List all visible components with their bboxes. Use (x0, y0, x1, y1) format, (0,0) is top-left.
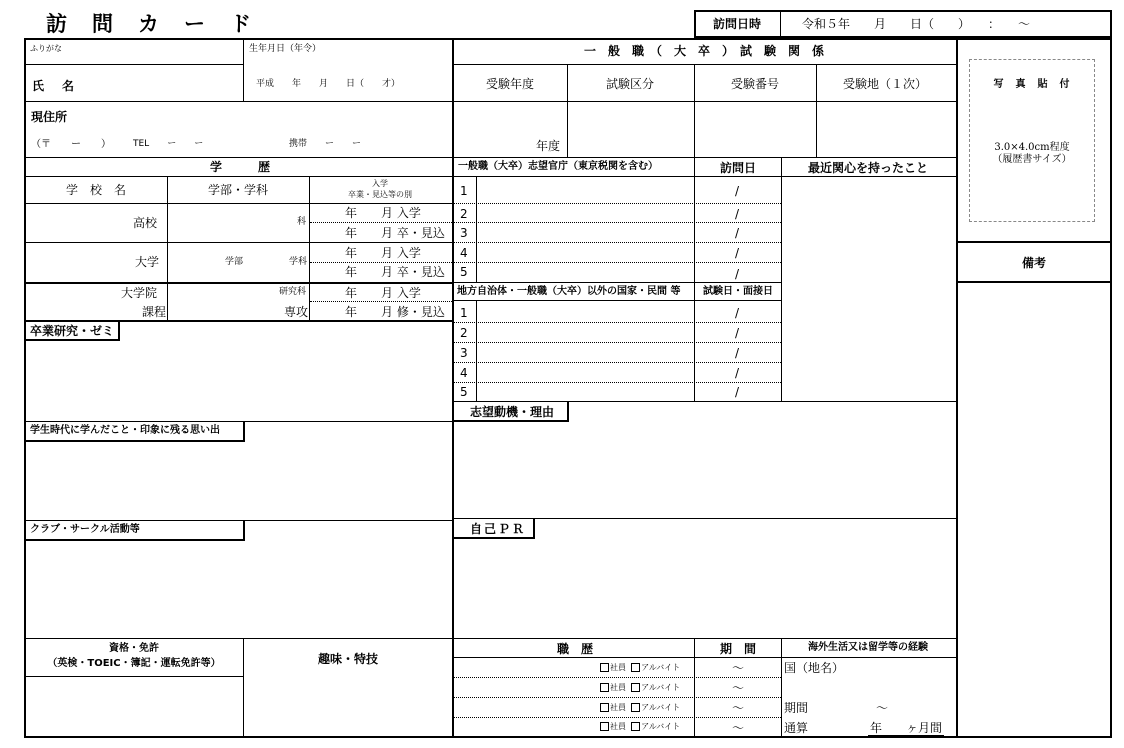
entry-header: 入学 (372, 179, 388, 188)
high-school-label: 高校 (133, 216, 158, 230)
memories-label: 学生時代に学んだこと・印象に残る思い出 (30, 425, 220, 436)
career-header: 職 歴 (556, 642, 594, 656)
motivation-label: 志望動機・理由 (470, 405, 555, 419)
graduation-status-header: 卒業・見込等の別 (348, 190, 412, 199)
department-suffix: 学科 (289, 257, 308, 267)
univ-graduation: 年 月 卒・見込 (345, 265, 445, 279)
parttime-checkbox[interactable] (631, 722, 640, 731)
school-name-header: 学 校 名 (65, 183, 127, 197)
exam-location-header: 受験地（１次） (842, 77, 928, 91)
name-label: 氏 名 (32, 79, 78, 93)
employee-label: 社員 (610, 722, 626, 731)
visit-date-header: 訪問日 (719, 161, 757, 175)
visit-date-slash: / (735, 246, 740, 260)
hs-entry: 年 月 入学 (345, 206, 421, 220)
tel-number: TEL ー ー (133, 139, 204, 149)
furigana-label: ふりがな (30, 44, 62, 53)
qualifications-label: 資格・免許 (109, 643, 159, 654)
period-tilde: ～ (732, 701, 745, 715)
grad-school-label: 大学院 (121, 286, 158, 300)
other-row-number: 2 (460, 326, 468, 340)
address-label: 現住所 (31, 110, 68, 124)
employee-checkbox[interactable] (600, 722, 609, 731)
parttime-label: アルバイト (641, 722, 681, 731)
ministry-row-number: 2 (460, 207, 468, 221)
career-employment-options (600, 722, 680, 731)
hs-graduation: 年 月 卒・見込 (345, 226, 445, 240)
interest-header: 最近関心を持ったこと (807, 161, 929, 175)
parttime-checkbox[interactable] (631, 683, 640, 692)
photo-size: 3.0×4.0cm程度 (994, 142, 1070, 153)
exam-category-header: 試験区分 (605, 77, 655, 91)
exam-number-header: 受験番号 (730, 77, 780, 91)
seminar-label: 卒業研究・ゼミ (30, 324, 115, 338)
mobile-number: 携帯 ー ー (289, 139, 362, 149)
hobby-label: 趣味・特技 (317, 652, 379, 666)
ministry-row-number: 4 (460, 246, 468, 260)
photo-title: 写 真 貼 付 (993, 79, 1071, 90)
exam-year-header: 受験年度 (485, 77, 535, 91)
qualifications-examples: （英検・TOEIC・簿記・運転免許等） (47, 658, 221, 669)
employee-checkbox[interactable] (600, 703, 609, 712)
visit-date-slash: / (735, 267, 740, 281)
period-tilde: ～ (732, 721, 745, 735)
career-employment-options (600, 703, 680, 712)
employee-label: 社員 (610, 683, 626, 692)
exam-date-slash: / (735, 385, 740, 399)
university-label: 大学 (135, 255, 160, 269)
ministry-row-number: 3 (460, 226, 468, 240)
overseas-period-tilde: ～ (876, 701, 889, 715)
other-row-number: 3 (460, 346, 468, 360)
exam-date-header: 試験日・面接日 (703, 286, 773, 297)
period-header: 期 間 (719, 642, 757, 656)
remarks-label: 備考 (1021, 256, 1047, 270)
birthdate-value: 平成 年 月 日（ 才） (256, 79, 401, 89)
visit-date-slash: / (735, 226, 740, 240)
visit-date-slash: / (735, 207, 740, 221)
course-label: 課程 (142, 305, 167, 319)
parttime-checkbox[interactable] (631, 663, 640, 672)
univ-entry: 年 月 入学 (345, 246, 421, 260)
employee-label: 社員 (610, 663, 626, 672)
faculty-header: 学部・学科 (207, 183, 269, 197)
exam-date-slash: / (735, 306, 740, 320)
birthdate-label: 生年月日（年令） (249, 44, 322, 54)
pr-label: 自己ＰＲ (470, 522, 527, 536)
ministry-row-number: 1 (460, 184, 468, 198)
overseas-period-label: 期間 (784, 701, 809, 715)
visit-datetime-label: 訪問日時 (713, 17, 762, 31)
photo-note: （履歴書サイズ） (992, 154, 1072, 165)
other-orgs-header: 地方自治体・一般職（大卒）以外の国家・民間 等 (457, 286, 681, 297)
exam-date-slash: / (735, 326, 740, 340)
parttime-label: アルバイト (641, 663, 681, 672)
career-employment-options (600, 683, 680, 692)
postal-code: （〒 ー ） (31, 139, 111, 150)
major-suffix: 専攻 (284, 305, 309, 319)
exam-year-suffix: 年度 (536, 139, 561, 153)
overseas-country-label: 国（地名） (784, 661, 845, 675)
research-suffix: 研究科 (279, 287, 307, 297)
course-suffix: 科 (297, 217, 307, 227)
faculty-suffix: 学部 (225, 257, 244, 267)
grad-entry: 年 月 入学 (345, 286, 421, 300)
period-tilde: ～ (732, 661, 745, 675)
grad-completion: 年 月 修・見込 (345, 305, 445, 319)
employee-checkbox[interactable] (600, 663, 609, 672)
other-row-number: 4 (460, 366, 468, 380)
parttime-checkbox[interactable] (631, 703, 640, 712)
other-row-number: 1 (460, 306, 468, 320)
exam-date-slash: / (735, 346, 740, 360)
period-tilde: ～ (732, 681, 745, 695)
exam-date-slash: / (735, 366, 740, 380)
ministries-header: 一般職（大卒）志望官庁（東京税関を含む） (458, 161, 658, 172)
club-label: クラブ・サークル活動等 (30, 524, 140, 535)
career-employment-options (600, 663, 680, 672)
ministry-row-number: 5 (460, 265, 468, 279)
parttime-label: アルバイト (641, 703, 681, 712)
employee-label: 社員 (610, 703, 626, 712)
parttime-label: アルバイト (641, 683, 681, 692)
overseas-header: 海外生活又は留学等の経験 (808, 642, 928, 653)
visit-datetime-value: 令和５年 月 日（ ） ： ～ (802, 17, 1031, 31)
other-row-number: 5 (460, 385, 468, 399)
employee-checkbox[interactable] (600, 683, 609, 692)
overseas-total-label: 通算 (784, 721, 809, 735)
overseas-total-units: 年 ヶ月間 (870, 721, 943, 735)
page-title: 訪 問 カ ー ド (46, 12, 253, 36)
exam-section-title: 一 般 職 （ 大 卒 ） 試 験 関 係 (583, 44, 825, 58)
education-title: 学 歴 (209, 160, 271, 174)
visit-date-slash: / (735, 184, 740, 198)
